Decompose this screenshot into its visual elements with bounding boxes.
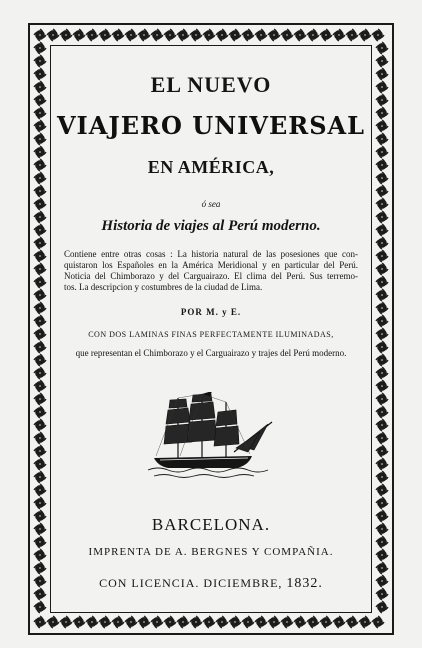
title-line-3: EN AMÉRICA, [147, 157, 275, 177]
contents-description [64, 249, 358, 293]
publication-year: 1832. [286, 576, 323, 591]
plates-line-1: CON DOS LAMINAS FINAS PERFECTAMENTE ILUMINADAS, [88, 330, 334, 339]
license-text: CON LICENCIA. DICIEMBRE, [99, 576, 283, 590]
imprint-printer: IMPRENTA DE A. BERGNES Y COMPAÑIA. [88, 546, 334, 558]
author-line: POR M. y E. [180, 307, 242, 317]
title-page-content [52, 47, 370, 611]
plates-line-2: que representan el Chimborazo y el Carguairazo y trajes del Perú moderno. [75, 348, 347, 358]
imprint-city: BARCELONA. [151, 515, 271, 534]
description-line: tos. La descripcion y costumbres de la ciudad de Lima. [64, 282, 263, 292]
description-line: Noticia del Chimborazo y del Carguairazo. El clima del Perú. Sus terremo- [64, 271, 358, 281]
description-line: Contiene entre otras cosas : La historia natural de las posesiones que con- [64, 249, 358, 259]
subtitle: Historia de viajes al Perú moderno. [101, 218, 321, 234]
description-line: quistaron los Españoles en la América Meridional y en particular del Perú. [64, 260, 358, 270]
sailing-ship-icon [144, 392, 278, 482]
title-connector: ó sea [201, 199, 221, 209]
imprint-license [52, 576, 370, 592]
title-line-1: EL NUEVO [150, 72, 272, 97]
title-line-2: VIAJERO UNIVERSAL [56, 111, 366, 140]
